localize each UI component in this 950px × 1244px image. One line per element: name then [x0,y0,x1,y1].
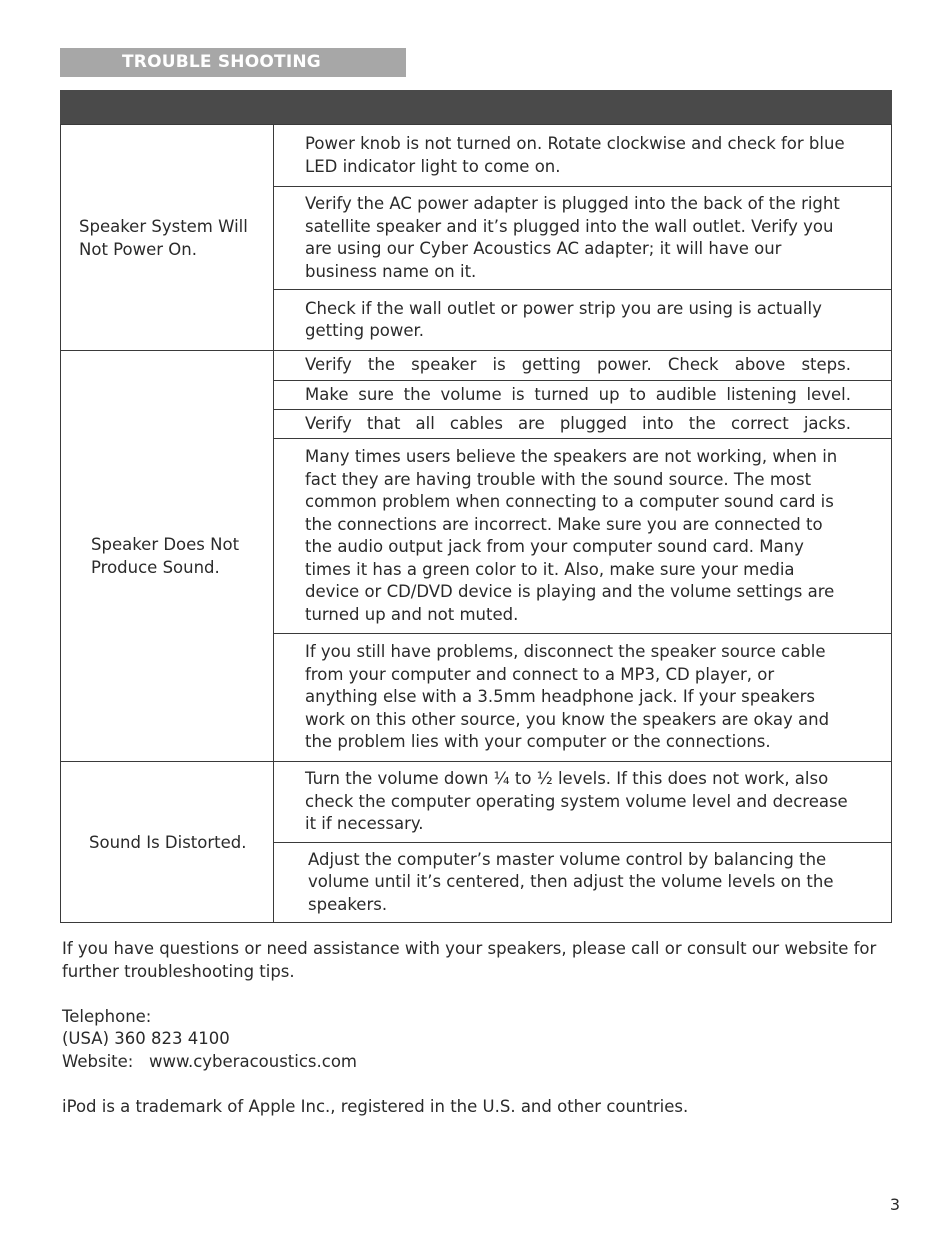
footer [62,938,882,1141]
assistance-text: If you have questions or need assistance with your speakers, please call or consult our website for further troubleshooting tips. [62,939,877,981]
table-row [61,125,892,187]
solution-cell: Verify the speaker is getting power. Check above steps. [274,351,892,381]
trademark-text: iPod is a trademark of Apple Inc., registered in the U.S. and other countries. [62,1096,689,1116]
solution-cell: Check if the wall outlet or power strip you are using is actually getting power. [274,290,892,351]
solution-cell: Verify that all cables are plugged into the correct jacks. [274,410,892,439]
solution-cell: Power knob is not turned on. Rotate clockwise and check for blue LED indicator light to come on. [274,125,892,187]
section-title: TROUBLE SHOOTING [60,48,406,77]
website-label: Website: [62,1051,134,1071]
website-line [62,1051,882,1074]
page-number: 3 [889,1195,900,1214]
solution-cell: Adjust the computer’s master volume control by balancing the volume until it’s centered, then adjust the volume levels on the speakers. [274,842,892,923]
troubleshooting-table [60,124,892,923]
table-row [61,351,892,381]
problem-cell: Speaker System Will Not Power On. [61,125,274,351]
telephone-value: (USA) 360 823 4100 [62,1029,230,1048]
solution-cell: Make sure the volume is turned up to audible listening level. [274,381,892,410]
solution-cell: Turn the volume down ¼ to ½ levels. If this does not work, also check the computer operating system volume level and decrease it if necessary. [274,762,892,843]
solution-cell: Verify the AC power adapter is plugged into the back of the right satellite speaker and it’s plugged into the wall outlet. Verify you are using our Cyber Acoustics AC adapter; it will have our business name on it. [274,187,892,290]
contact-block [62,1006,882,1074]
table-row [61,762,892,843]
telephone-label: Telephone: [62,1006,152,1026]
problem-cell: Sound Is Distorted. [61,762,274,923]
website-link[interactable]: www.cyberacoustics.com [149,1051,357,1071]
table-header-bar [60,90,892,125]
solution-cell: If you still have problems, disconnect the speaker source cable from your computer and connect to a MP3, CD player, or anything else with a 3.5mm headphone jack. If your speakers work on this other source, you know the speakers are okay and the problem lies with your computer or the connections. [274,634,892,762]
solution-cell: Many times users believe the speakers are not working, when in fact they are having trouble with the sound source. The most common problem when connecting to a computer sound card is the connections are incorrect. Make sure you are connected to the audio output jack from your computer sound card. Many times it has a green color to it. Also, make sure your media device or CD/DVD device is playing and the volume settings are turned up and not muted. [274,439,892,634]
problem-cell: Speaker Does Not Produce Sound. [61,351,274,762]
